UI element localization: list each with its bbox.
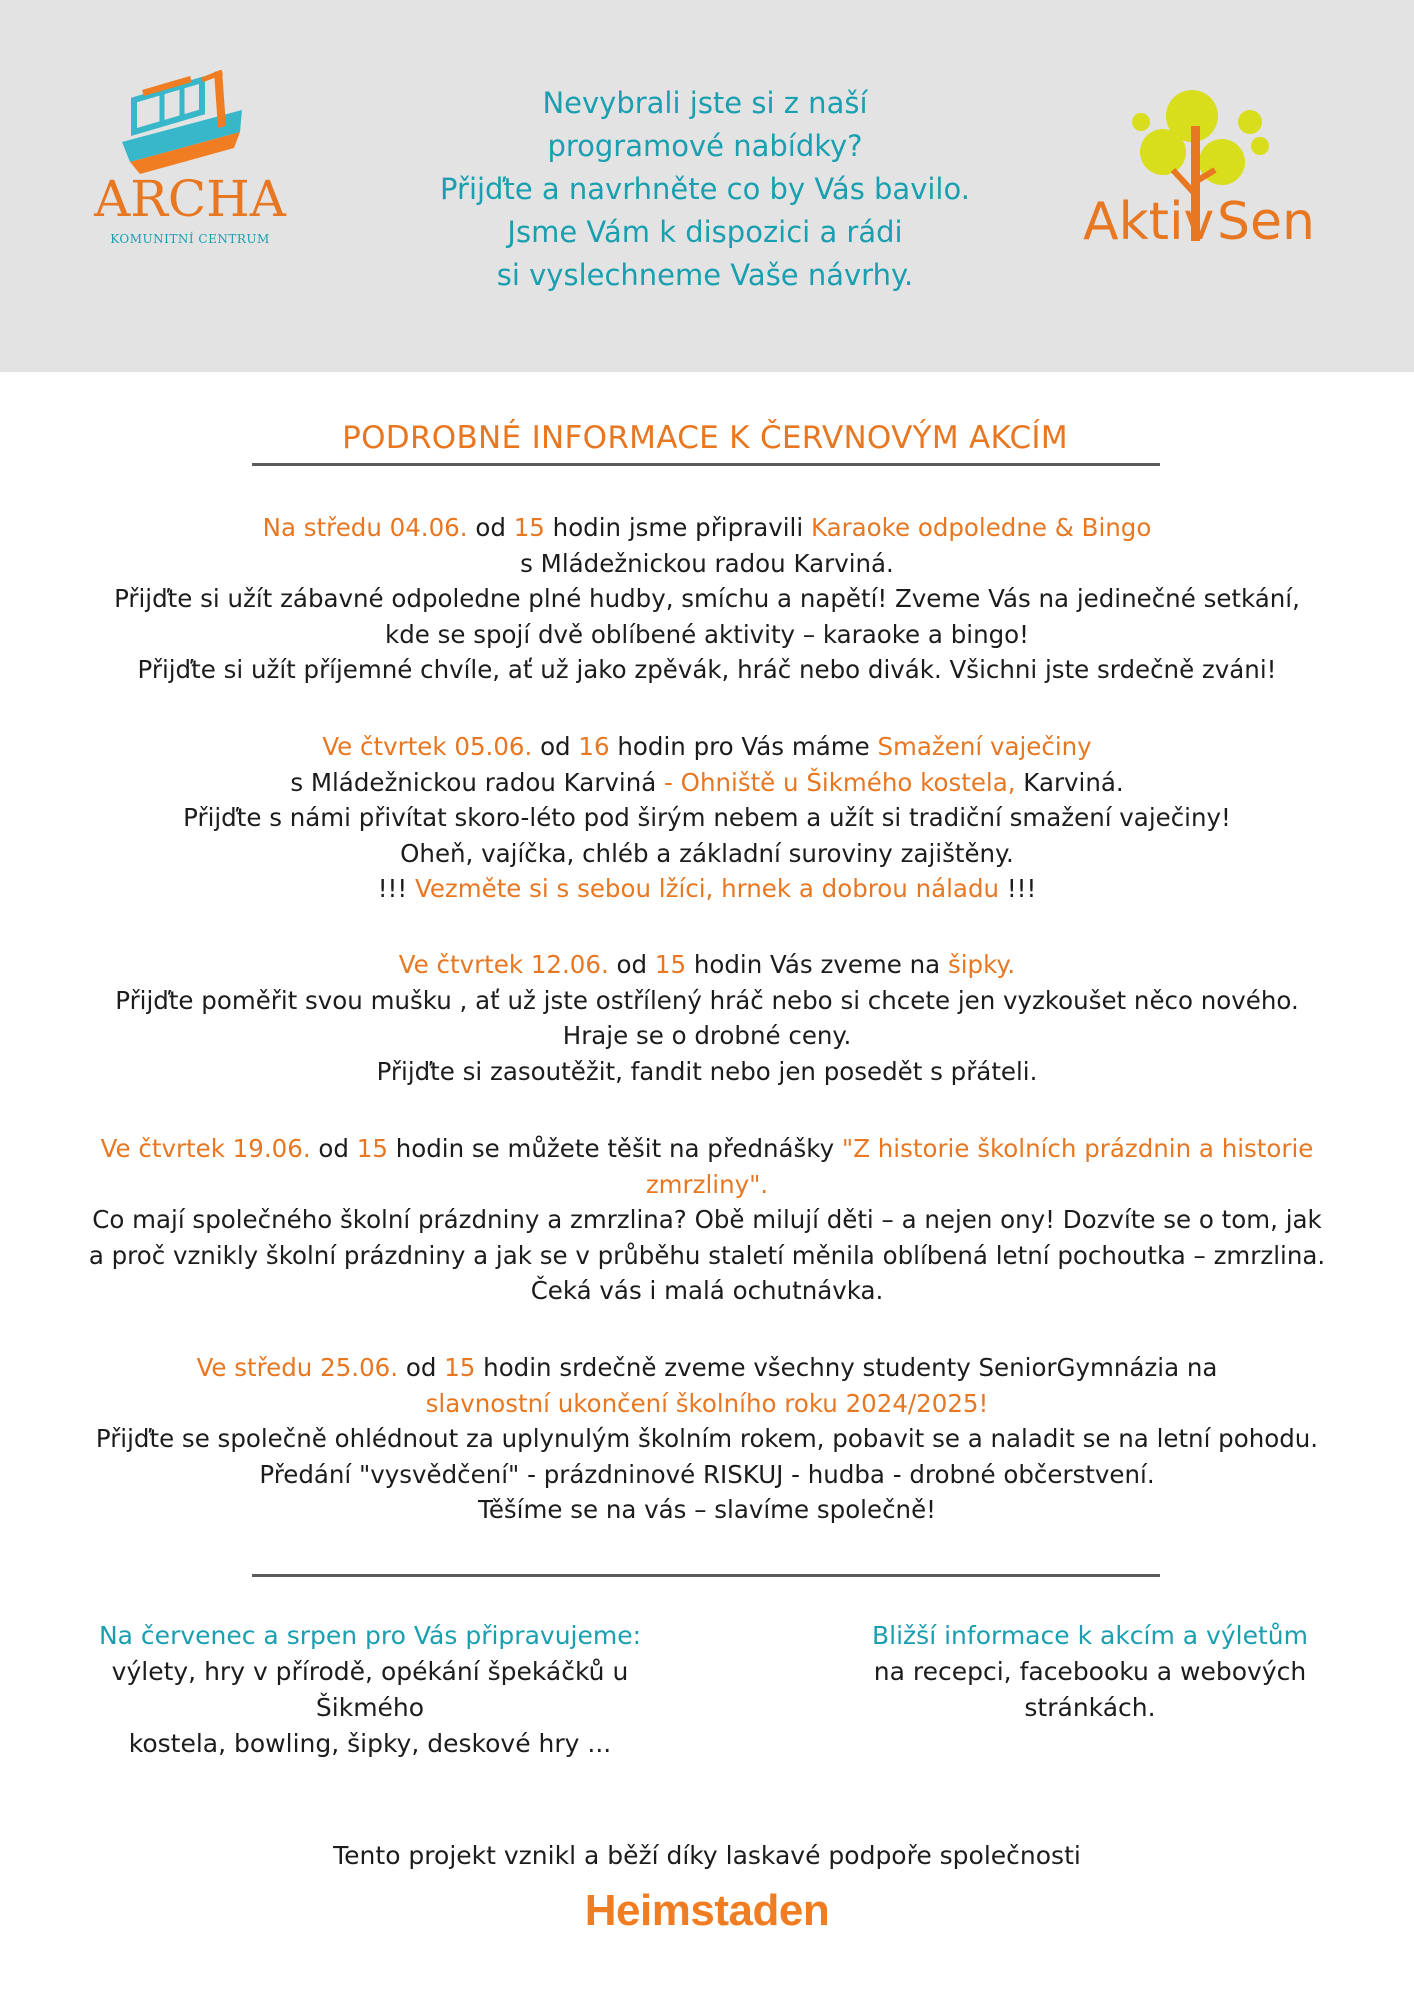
event-text: s Mládežnickou radou Karviná — [290, 767, 657, 797]
banner-line: si vyslechneme Vaše návrhy. — [496, 258, 914, 292]
event-line: s Mládežnickou radou Karviná. — [520, 548, 894, 578]
more-info — [850, 1618, 1330, 1726]
footer-divider — [252, 1574, 1160, 1577]
event-date: Ve čtvrtek 05.06. — [322, 732, 533, 761]
aktivsen-logo-word2: Sen — [1217, 192, 1315, 252]
event-line: a proč vznikly školní prázdniny a jak se v průběhu staletí měnila oblíbená letní pochoutka – zmrzlina. — [88, 1240, 1326, 1270]
event-prednaska — [60, 1131, 1354, 1309]
summer-plans — [70, 1618, 670, 1762]
event-line: Přijďte poměřit svou mušku , ať už jste ostřílený hráč nebo si chcete jen vyzkoušet něco nového. — [115, 985, 1299, 1015]
banner-line: Jsme Vám k dispozici a rádi — [507, 215, 903, 249]
summer-plans-line: výlety, hry v přírodě, opékání špekáčků u Šikmého — [111, 1657, 629, 1722]
event-karaoke — [60, 510, 1354, 688]
event-text: od — [310, 1134, 357, 1163]
banner-line: Přijďte a navrhněte co by Vás bavilo. — [440, 172, 970, 206]
event-hour: 16 — [578, 732, 610, 761]
event-text: hodin jsme připravili — [544, 513, 811, 542]
header-banner — [0, 0, 1414, 372]
sponsor-logo: Heimstaden — [584, 1886, 830, 1935]
event-date: Ve čtvrtek 12.06. — [398, 950, 609, 979]
archa-logo-name: ARCHA — [94, 170, 286, 228]
event-text: Karviná. — [1015, 767, 1124, 797]
event-note: Vezměte si s sebou lžíci, hrnek a dobrou náladu — [414, 874, 1000, 903]
banner-line: programové nabídky? — [547, 129, 863, 163]
event-line: Co mají společného školní prázdniny a zmrzlina? Obě milují děti – a nejen ony! Dozvíte se o tom, jak — [92, 1205, 1322, 1234]
event-text: hodin Vás zveme na — [686, 950, 948, 979]
event-line: Přijďte si užít zábavné odpoledne plné hudby, smíchu a napětí! Zveme Vás na jedinečné setkání, — [114, 584, 1300, 613]
event-line: Přijďte se společně ohlédnout za uplynulým školním rokem, pobavit se a naladit se na letní pohodu. — [95, 1424, 1319, 1453]
event-text: od — [398, 1353, 445, 1382]
event-name-continued: zmrzliny". — [645, 1169, 769, 1199]
event-line: Čeká vás i malá ochutnávka. — [530, 1276, 884, 1305]
event-text: hodin se můžete těšit na přednášky — [387, 1134, 842, 1163]
more-info-heading: Bližší informace k akcím a výletům — [872, 1621, 1308, 1650]
boat-icon — [62, 70, 312, 180]
event-line: Přijďte si užít příjemné chvíle, ať už jako zpěvák, hráč nebo divák. Všichni jste srdečně zváni! — [137, 655, 1277, 684]
banner-message — [400, 82, 1010, 297]
event-line: Hraje se o drobné ceny. — [562, 1021, 852, 1050]
event-line — [60, 765, 1354, 801]
event-seniorgymnazium — [60, 1350, 1354, 1528]
title-divider — [252, 463, 1160, 466]
event-name: Smažení vaječiny — [877, 732, 1092, 761]
event-hour: 15 — [513, 513, 545, 542]
event-name: Karaoke odpoledne & Bingo — [810, 513, 1152, 542]
event-line: Přijďte si zasoutěžit, fandit nebo jen posedět s přáteli. — [376, 1056, 1038, 1086]
event-line: Přijďte s námi přivítat skoro-léto pod širým nebem a užít si tradiční smažení vaječiny! — [183, 803, 1231, 832]
more-info-line: stránkách. — [1024, 1693, 1156, 1722]
aktivsen-logo — [1075, 86, 1355, 256]
banner-line: Nevybrali jste si z naší — [542, 86, 868, 120]
summer-plans-line: kostela, bowling, šipky, deskové hry ... — [128, 1729, 612, 1758]
event-text: !!! — [377, 874, 415, 903]
event-headline — [60, 510, 1354, 546]
aktivsen-logo-word1: Aktiv — [1083, 192, 1215, 252]
event-name: "Z historie školních prázdnin a historie — [841, 1134, 1314, 1163]
event-line: Předání "vysvědčení" - prázdninové RISKUJ - hudba - drobné občerstvení. — [259, 1459, 1155, 1489]
support-note: Tento projekt vznikl a běží díky laskavé podpoře společnosti — [333, 1841, 1081, 1870]
event-hour: 15 — [444, 1353, 476, 1382]
event-vajecina — [60, 729, 1354, 907]
event-text: hodin srdečně zveme všechny studenty SeniorGymnázia na — [475, 1353, 1218, 1382]
event-hour: 15 — [356, 1134, 388, 1163]
event-text: !!! — [999, 874, 1037, 903]
event-headline — [60, 947, 1354, 983]
event-text: hodin pro Vás máme — [609, 732, 878, 761]
event-line: kde se spojí dvě oblíbené aktivity – karaoke a bingo! — [385, 619, 1029, 649]
event-text: od — [532, 732, 579, 761]
event-headline — [60, 1350, 1354, 1386]
event-date: Na středu 04.06. — [262, 513, 468, 542]
event-location: - Ohniště u Šikmého kostela, — [656, 767, 1016, 797]
event-sipky — [60, 947, 1354, 1089]
event-headline — [60, 729, 1354, 765]
event-hour: 15 — [654, 950, 687, 979]
event-line: Oheň, vajíčka, chléb a základní suroviny zajištěny. — [400, 838, 1014, 868]
event-date: Ve čtvrtek 19.06. — [100, 1134, 311, 1163]
event-text: od — [467, 513, 514, 542]
event-line — [60, 871, 1354, 907]
event-name: šipky. — [947, 950, 1016, 979]
event-date: Ve středu 25.06. — [196, 1353, 399, 1382]
page-title: PODROBNÉ INFORMACE K ČERVNOVÝM AKCÍM — [342, 420, 1068, 456]
archa-logo-subtitle: KOMUNITNÍ CENTRUM — [110, 232, 270, 246]
event-name: slavnostní ukončení školního roku 2024/2025! — [425, 1388, 989, 1418]
event-line: Těšíme se na vás – slavíme společně! — [478, 1495, 936, 1524]
summer-plans-heading: Na červenec a srpen pro Vás připravujeme: — [98, 1621, 642, 1650]
event-text: od — [608, 950, 655, 979]
archa-logo — [62, 70, 312, 260]
event-headline — [60, 1131, 1354, 1167]
more-info-line: na recepci, facebooku a webových — [873, 1657, 1307, 1686]
